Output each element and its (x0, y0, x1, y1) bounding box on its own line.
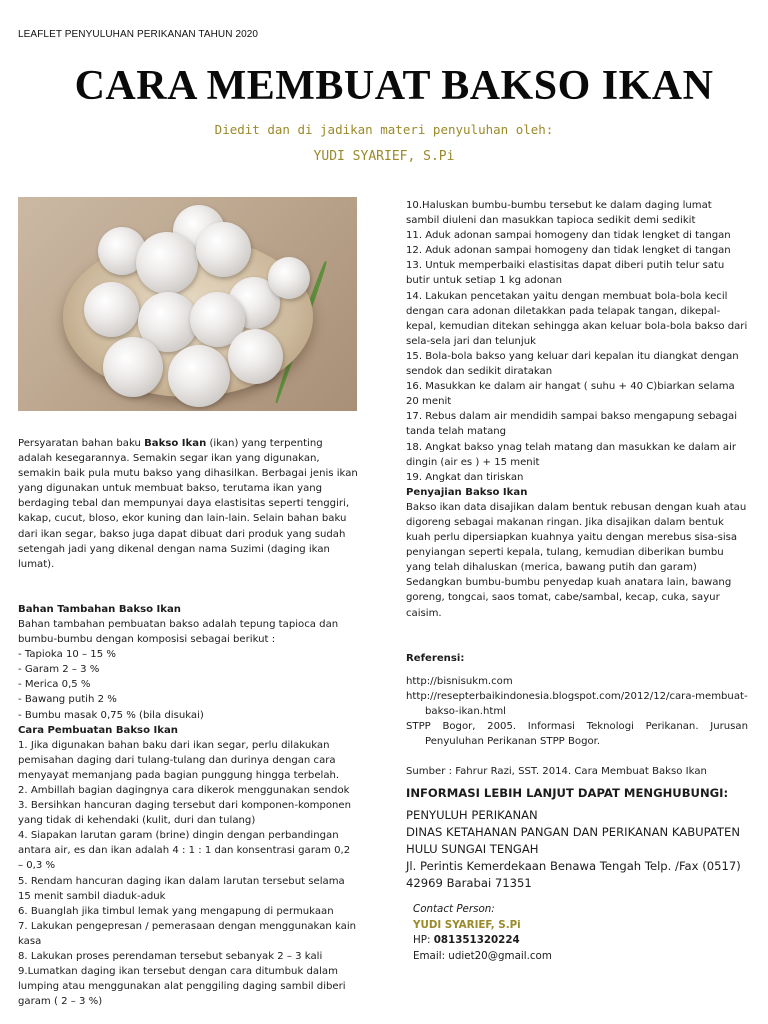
step-item: 6. Buanglah jika timbul lemak yang mengapung di permukaan (18, 905, 334, 917)
contact-label: Contact Person: (413, 903, 495, 916)
page-title: CARA MEMBUAT BAKSO IKAN (74, 63, 714, 109)
penyajian-text: Bakso ikan data disajikan dalam bentuk rebusan dengan kuah atau digoreng sebagai makanan ringan. Jika disajikan dalam bentuk kuah perlu dipersiapkan kuahnya yaitu dengan merebus sisa-sisa penyiangan seperti kepala, tulang, kemudian diberikan bumbu yang telah dihaluskan (merica, bawang putih dan garam) Sedangkan bumbu-bumbu penyedap kuah anatara lain, bawang goreng, tongcai, saos tomat, cabe/sambal, kecap, cuka, sayur caisim. (406, 501, 747, 619)
phone-number[interactable]: 081351320224 (433, 934, 520, 947)
step-item: 4. Siapakan larutan garam (brine) dingin dengan perbandingan antara air, es dan ikan adalah 4 : 1 : 1 dan konsentrasi garam 0,2 – 0,3 % (18, 830, 351, 872)
step-item: 17. Rebus dalam air mendidih sampai bakso mengapung sebagai tanda telah matang (406, 411, 738, 438)
bahan-item: - Bumbu masak 0,75 % (bila disukai) (18, 709, 204, 721)
bahan-item: - Tapioka 10 – 15 % (18, 649, 116, 661)
subtitle-editor-note: Diedit dan di jadikan materi penyuluhan oleh: (214, 122, 554, 137)
subtitle-author: YUDI SYARIEF, S.Pi (313, 149, 455, 164)
office-block (406, 807, 748, 892)
step-item: 16. Masukkan ke dalam air hangat ( suhu + 40 C)biarkan selama 20 menit (406, 381, 735, 408)
contact-email[interactable]: Email: udiet20@gmail.com (413, 949, 552, 962)
contact-name: YUDI SYARIEF, S.Pi (413, 918, 521, 931)
bahan-item: - Bawang putih 2 % (18, 694, 117, 706)
step-item: 14. Lakukan pencetakan yaitu dengan membuat bola-bola kecil dengan cara adonan diletakkan pada telapak tangan, dikepal-kepal, kemudian ditekan sehingga akan keluar bola-bola bakso dari sela-sela jari dan telunjuk (406, 290, 748, 347)
step-item: 9.Lumatkan daging ikan tersebut dengan cara ditumbuk dalam lumping atau menggunakan alat penggiling daging sambil diberi garam ( 2 – 3 %) (18, 966, 346, 1008)
bahan-item: - Merica 0,5 % (18, 679, 91, 691)
intro-bold-term: Bakso Ikan (144, 438, 207, 449)
bahan-heading: Bahan Tambahan Bakso Ikan (18, 603, 181, 615)
contact-phone (413, 933, 748, 948)
leaflet-label: LEAFLET PENYULUHAN PERIKANAN TAHUN 2020 (18, 29, 259, 40)
step-item: 11. Aduk adonan sampai homogeny dan tidak lengket di tangan (406, 230, 731, 242)
bahan-item: - Garam 2 – 3 % (18, 664, 100, 676)
right-column (406, 198, 748, 964)
reference-link[interactable]: http://bisnisukm.com (406, 675, 513, 687)
step-item: 10.Haluskan bumbu-bumbu tersebut ke dalam daging lumat sambil diuleni dan masukkan tapioca sedikit demi sedikit (406, 200, 712, 227)
step-item: 19. Angkat dan tiriskan (406, 471, 524, 483)
office-line: DINAS KETAHANAN PANGAN DAN PERIKANAN KABUPATEN HULU SUNGAI TENGAH (406, 825, 740, 857)
step-item: 13. Untuk memperbaiki elastisitas dapat diberi putih telur satu butir untuk setiap 1 kg adonan (406, 260, 725, 287)
sumber-text: Sumber : Fahrur Razi, SST. 2014. Cara Membuat Bakso Ikan (406, 766, 707, 778)
phone-label: HP: (413, 934, 434, 947)
reference-link[interactable]: http://resepterbaikindonesia.blogspot.com/2012/12/cara-membuat-bakso-ikan.html (406, 690, 748, 717)
intro-paragraph (18, 436, 358, 572)
cara-heading: Cara Pembuatan Bakso Ikan (18, 724, 178, 736)
contact-block (406, 902, 748, 964)
bahan-text: Bahan tambahan pembuatan bakso adalah tepung tapioca dan bumbu-bumbu dengan komposisi sebagai berikut : (18, 618, 339, 646)
office-line: Jl. Perintis Kemerdekaan Benawa Tengah Telp. /Fax (0517) 42969 Barabai 71351 (406, 859, 741, 891)
left-column (18, 436, 358, 1009)
office-line: PENYULUH PERIKANAN (406, 808, 538, 823)
intro-text-rest: (ikan) yang terpenting adalah kesegarannya. Semakin segar ikan yang digunakan, semakin baik pula mutu bakso yang dihasilkan. Berbagai jenis ikan yang digunakan untuk membuat bakso, terutama ikan yang berdaging tebal dan mempunyai daya elastisitas seperti tenggiri, kakap, cucut, bloso, ekor kuning dan lain-lain. Selain bahan baku dari ikan segar, bakso juga dapat dibuat dari produk yang sudah setengah jadi yang dikenal dengan nama Suzimi (daging ikan lumat). (18, 438, 358, 570)
referensi-heading: Referensi: (406, 652, 465, 664)
step-item: 2. Ambillah bagian dagingnya cara dikerok menggunakan sendok (18, 784, 350, 796)
info-heading: INFORMASI LEBIH LANJUT DAPAT MENGHUBUNGI: (406, 786, 729, 801)
step-item: 7. Lakukan pengepresan / pemerasaan dengan menggunakan kain kasa (18, 920, 357, 947)
intro-text-start: Persyaratan bahan baku (18, 438, 145, 449)
step-item: 18. Angkat bakso ynag telah matang dan masukkan ke dalam air dingin (air es ) + 15 menit (406, 441, 737, 468)
fish-ball-photo (18, 197, 357, 411)
step-item: 8. Lakukan proses perendaman tersebut sebanyak 2 – 3 kali (18, 951, 323, 962)
step-item: 3. Bersihkan hancuran daging tersebut dari komponen-komponen yang tidak di kehendaki (kulit, duri dan tulang) (18, 800, 352, 827)
step-item: 12. Aduk adonan sampai homogeny dan tidak lengket di tangan (406, 245, 731, 257)
step-item: 1. Jika digunakan bahan baku dari ikan segar, perlu dilakukan pemisahan daging dari tulang-tulang dan durinya dengan cara menyayat memanjang pada bagian punggung hingga terbelah. (18, 739, 340, 781)
reference-entry: STPP Bogor, 2005. Informasi Teknologi Perikanan. Jurusan Penyuluhan Perikanan STPP Bogor. (406, 721, 748, 748)
penyajian-heading: Penyajian Bakso Ikan (406, 486, 528, 498)
step-item: 5. Rendam hancuran daging ikan dalam larutan tersebut selama 15 menit sambil diaduk-aduk (18, 875, 345, 902)
step-item: 15. Bola-bola bakso yang keluar dari kepalan itu diangkat dengan sendok dan sedikit diratakan (406, 350, 739, 378)
